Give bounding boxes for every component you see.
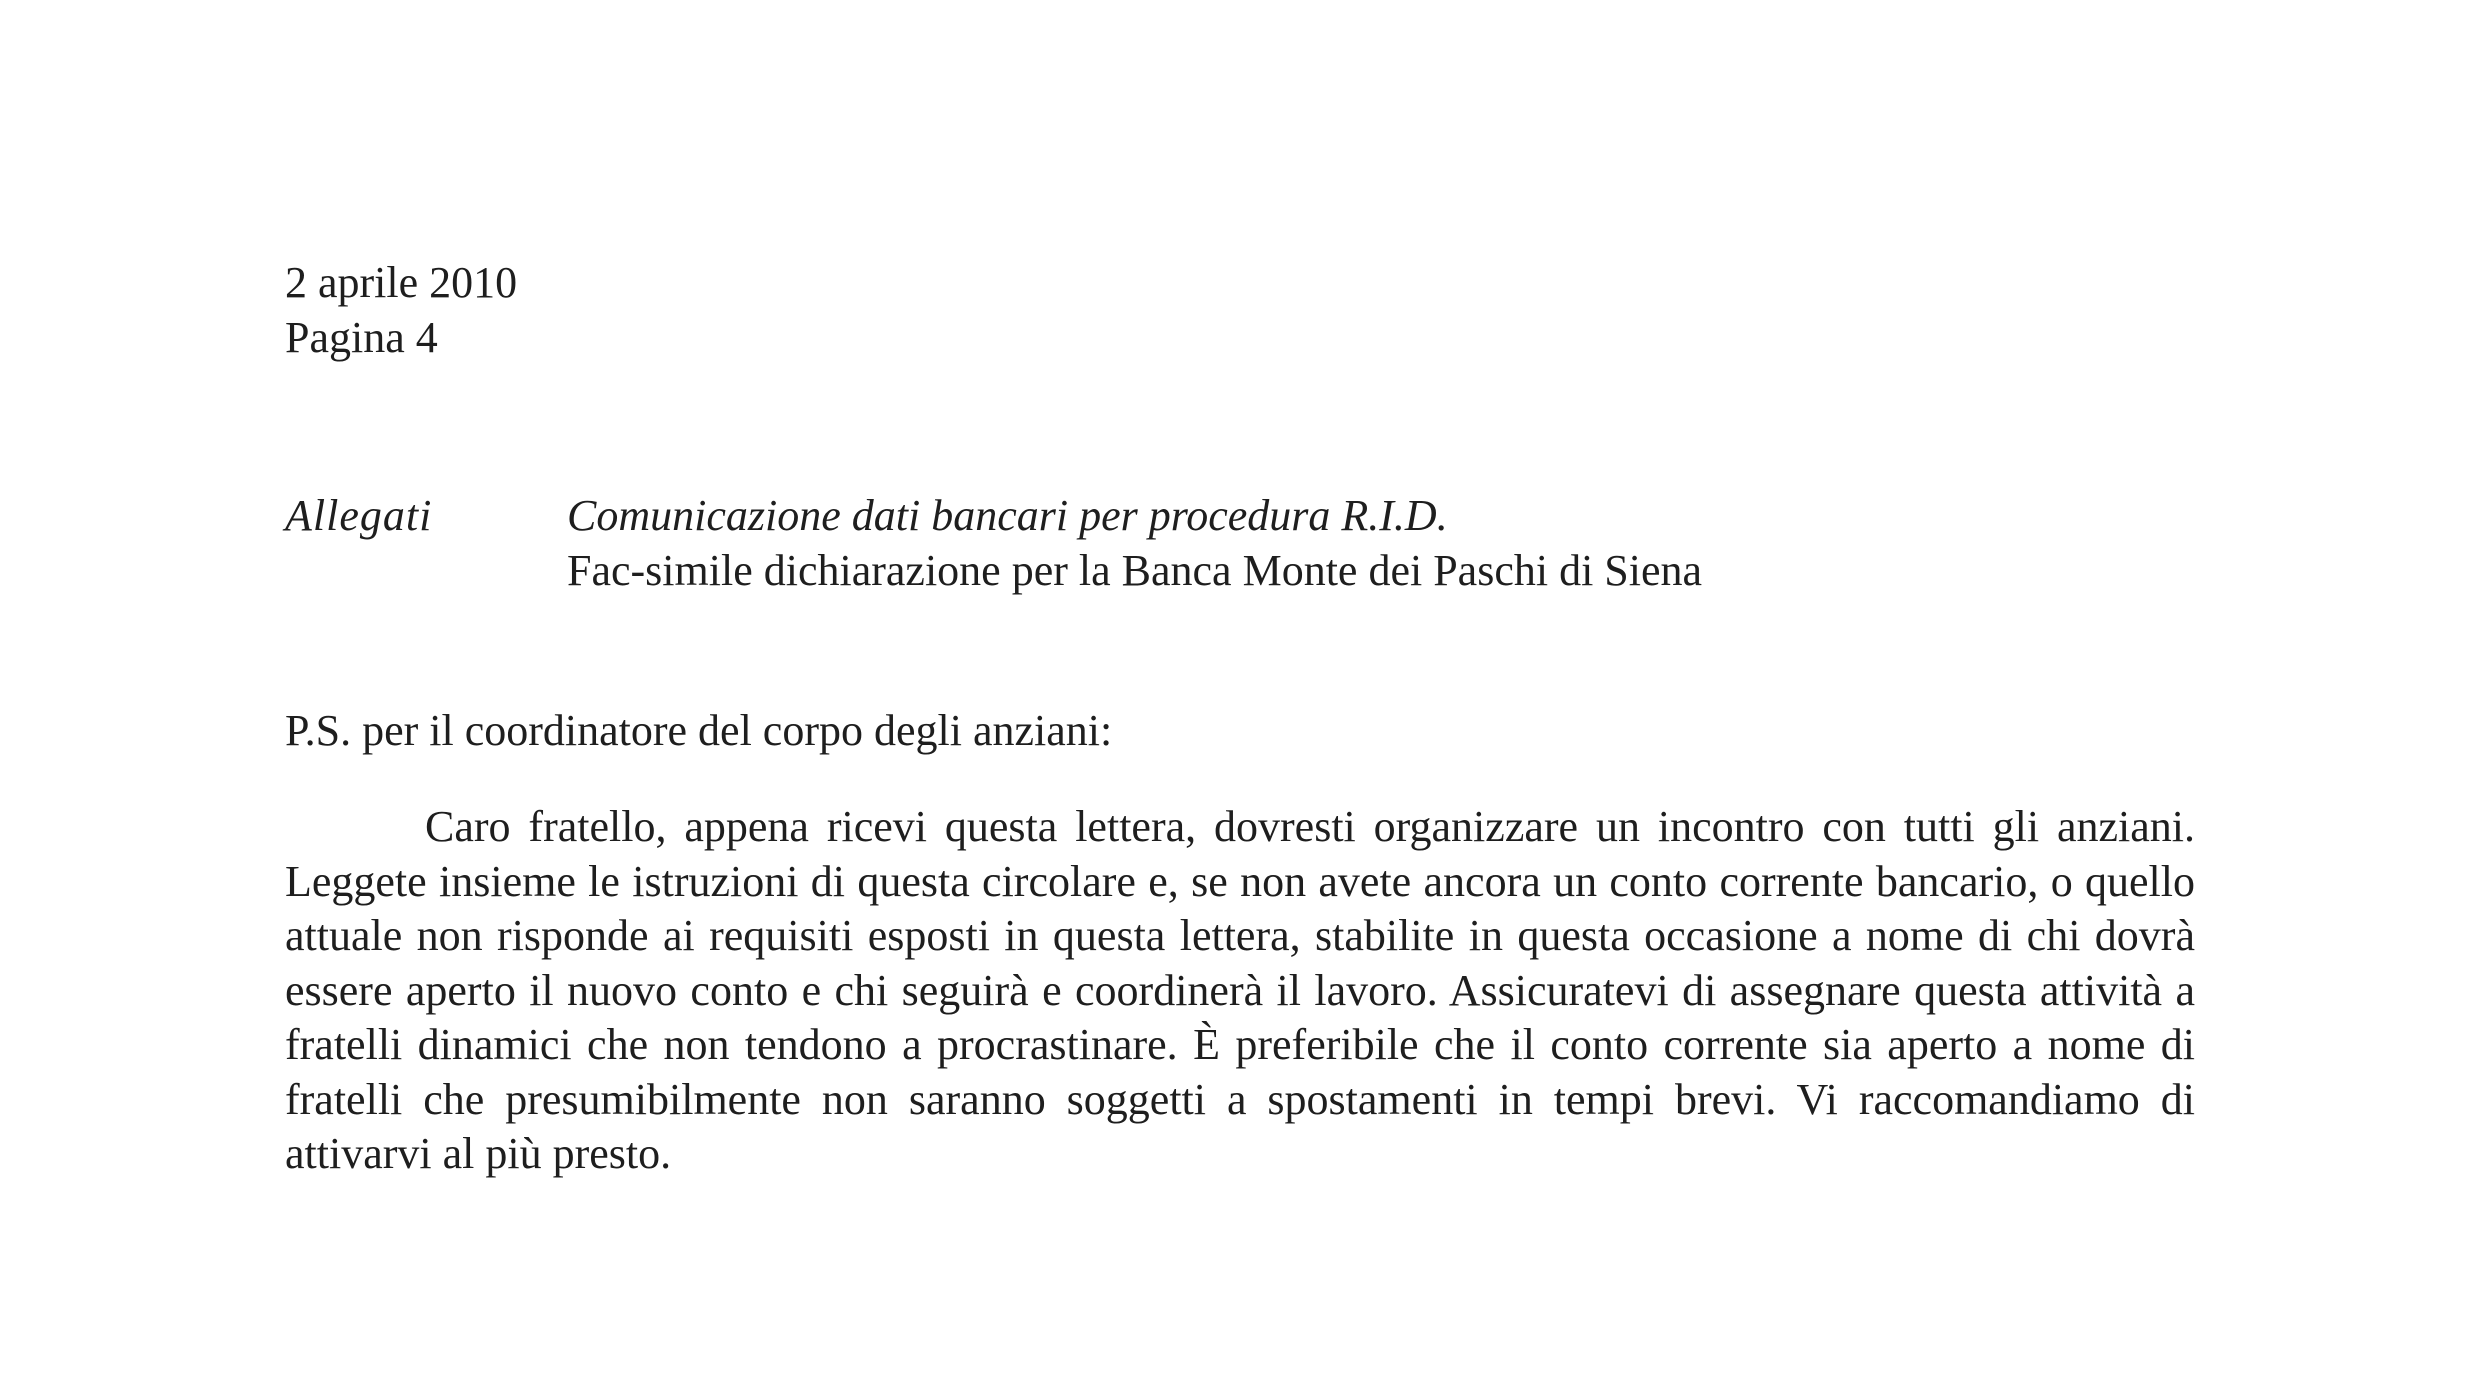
attachment-item: Comunicazione dati bancari per procedura R.I.D. (567, 491, 1448, 540)
attachments-list (567, 488, 2167, 598)
letter-date: 2 aprile 2010 (285, 258, 518, 307)
postscript-paragraph: Caro fratello, appena ricevi questa lettera, dovresti organizzare un incontro con tutti gli anziani. Leggete insieme le istruzioni di questa circolare e, se non avete ancora un conto corrente bancario, o quello attuale non risponde ai requisiti esposti in questa lettera, stabilite in questa occasione a nome di chi dovrà essere aperto il nuovo conto e chi seguirà e coordinerà il lavoro. Assicuratevi di assegnare questa attività a fratelli dinamici che non tendono a procrastinare. È preferibile che il conto corrente sia aperto a nome di fratelli che presumibilmente non saranno soggetti a spostamenti in tempi brevi. Vi raccomandiamo di attivarvi al più presto. (285, 802, 2195, 1178)
postscript-heading: P.S. per il coordinatore del corpo degli anziani: (285, 706, 1113, 755)
letter-header (285, 255, 517, 365)
attachments-label: Allegati (285, 491, 433, 540)
attachment-item: Fac-simile dichiarazione per la Banca Monte dei Paschi di Siena (567, 546, 1703, 595)
page-number: Pagina 4 (285, 313, 438, 362)
